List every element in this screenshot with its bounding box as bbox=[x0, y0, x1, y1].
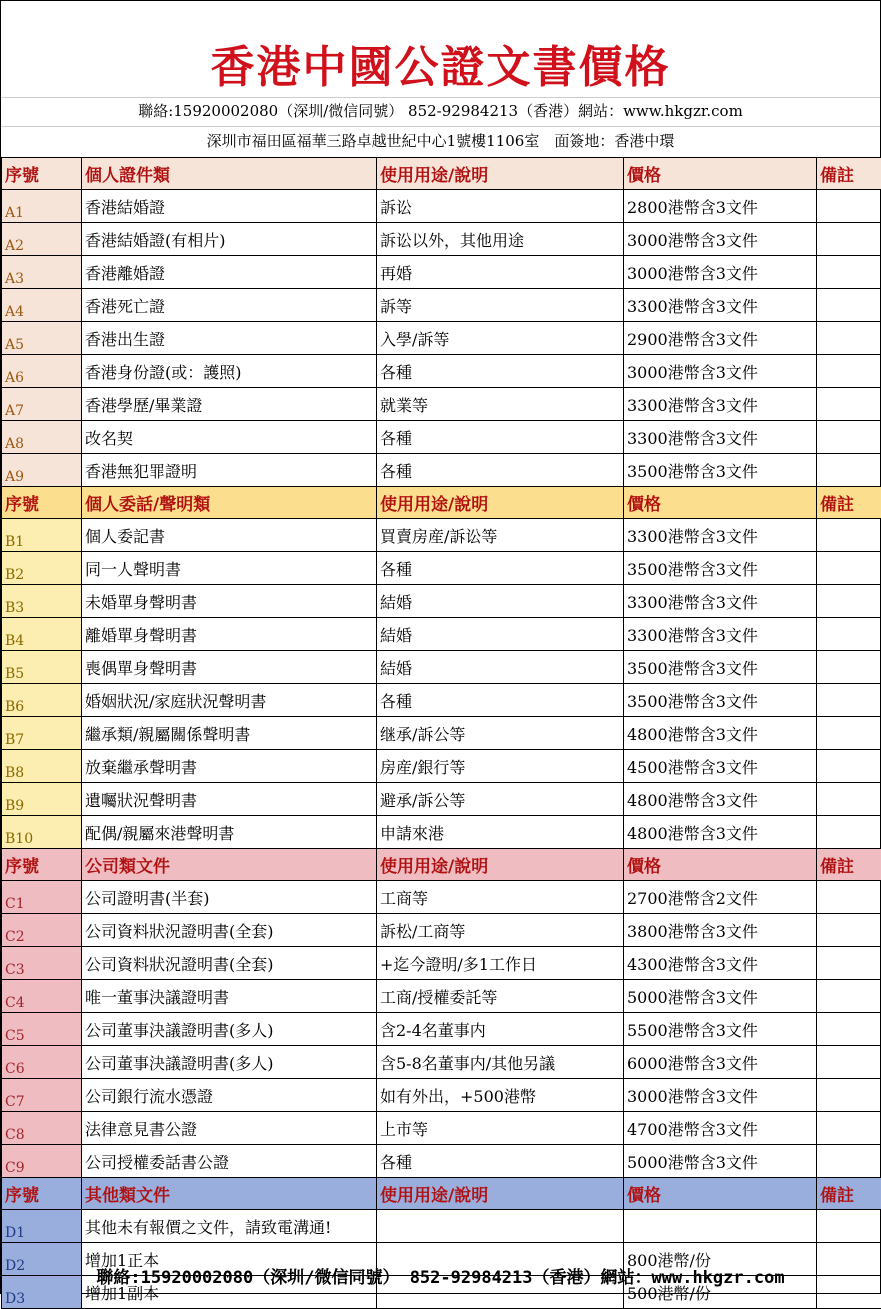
footer-contact: 聯絡:15920002080（深圳/微信同號） 852-92984213（香港）網站：www.hkgzr.com bbox=[1, 1263, 880, 1293]
cell-code: C6 bbox=[2, 1046, 82, 1079]
header-cell-price: 價格 bbox=[624, 487, 817, 519]
table-row bbox=[2, 388, 881, 421]
table-row bbox=[2, 289, 881, 322]
table-row bbox=[2, 717, 881, 750]
cell-name: 遺囑狀況聲明書 bbox=[82, 783, 377, 816]
cell-note bbox=[817, 454, 881, 487]
cell-code: D3 bbox=[2, 1276, 82, 1309]
table-row bbox=[2, 322, 881, 355]
cell-price: 3000港幣含3文件 bbox=[624, 223, 817, 256]
cell-name: 改名契 bbox=[82, 421, 377, 454]
cell-note bbox=[817, 585, 881, 618]
cell-code: A7 bbox=[2, 388, 82, 421]
cell-note bbox=[817, 750, 881, 783]
cell-use: 訴讼 bbox=[377, 190, 624, 223]
header-cell-code: 序號 bbox=[2, 158, 82, 190]
cell-name: 香港出生證 bbox=[82, 322, 377, 355]
cell-note bbox=[817, 223, 881, 256]
cell-note bbox=[817, 1145, 881, 1178]
cell-name: 離婚單身聲明書 bbox=[82, 618, 377, 651]
cell-price: 4300港幣含3文件 bbox=[624, 947, 817, 980]
cell-price: 4800港幣含3文件 bbox=[624, 816, 817, 849]
cell-use: 再婚 bbox=[377, 256, 624, 289]
table-row bbox=[2, 783, 881, 816]
cell-use: +迄今證明/多1工作日 bbox=[377, 947, 624, 980]
cell-name: 繼承類/親屬關係聲明書 bbox=[82, 717, 377, 750]
cell-note bbox=[817, 914, 881, 947]
table-row bbox=[2, 914, 881, 947]
header-cell-name: 個人委話/聲明類 bbox=[82, 487, 377, 519]
header-cell-price: 價格 bbox=[624, 849, 817, 881]
cell-price: 3000港幣含3文件 bbox=[624, 355, 817, 388]
cell-price: 3000港幣含3文件 bbox=[624, 256, 817, 289]
cell-note bbox=[817, 947, 881, 980]
cell-name: 香港學歷/畢業證 bbox=[82, 388, 377, 421]
cell-use: 各種 bbox=[377, 552, 624, 585]
cell-name: 香港結婚證(有相片) bbox=[82, 223, 377, 256]
cell-code: A3 bbox=[2, 256, 82, 289]
table-row bbox=[2, 881, 881, 914]
header-cell-name: 其他類文件 bbox=[82, 1178, 377, 1210]
header-cell-use: 使用用途/說明 bbox=[377, 849, 624, 881]
cell-code: A6 bbox=[2, 355, 82, 388]
cell-code: A9 bbox=[2, 454, 82, 487]
cell-note bbox=[817, 783, 881, 816]
cell-use: 結婚 bbox=[377, 618, 624, 651]
cell-use: 各種 bbox=[377, 355, 624, 388]
cell-use: 買賣房産/訴讼等 bbox=[377, 519, 624, 552]
cell-name: 個人委記書 bbox=[82, 519, 377, 552]
cell-code: B1 bbox=[2, 519, 82, 552]
cell-note bbox=[817, 684, 881, 717]
cell-price: 3300港幣含3文件 bbox=[624, 585, 817, 618]
header-cell-price: 價格 bbox=[624, 1178, 817, 1210]
table-row bbox=[2, 519, 881, 552]
header-cell-note: 備註 bbox=[817, 487, 881, 519]
cell-name: 配偶/親屬來港聲明書 bbox=[82, 816, 377, 849]
cell-name: 其他未有報價之文件，請致電溝通! bbox=[82, 1210, 377, 1243]
cell-note bbox=[817, 1112, 881, 1145]
cell-code: C2 bbox=[2, 914, 82, 947]
cell-note bbox=[817, 421, 881, 454]
header-cell-note: 備註 bbox=[817, 1178, 881, 1210]
table-row bbox=[2, 684, 881, 717]
cell-use: 含2-4名董事内 bbox=[377, 1013, 624, 1046]
cell-code: B2 bbox=[2, 552, 82, 585]
cell-name: 香港結婚證 bbox=[82, 190, 377, 223]
cell-code: B4 bbox=[2, 618, 82, 651]
cell-code: C3 bbox=[2, 947, 82, 980]
cell-name: 公司董事決議證明書(多人) bbox=[82, 1013, 377, 1046]
cell-use: 訴讼以外，其他用途 bbox=[377, 223, 624, 256]
cell-name: 增加1副本 bbox=[82, 1276, 377, 1309]
cell-name: 法律意見書公證 bbox=[82, 1112, 377, 1145]
cell-code: C8 bbox=[2, 1112, 82, 1145]
cell-note bbox=[817, 256, 881, 289]
cell-code: C1 bbox=[2, 881, 82, 914]
cell-price: 3500港幣含3文件 bbox=[624, 552, 817, 585]
cell-name: 唯一董事決議證明書 bbox=[82, 980, 377, 1013]
cell-price: 6000港幣含3文件 bbox=[624, 1046, 817, 1079]
cell-price: 3800港幣含3文件 bbox=[624, 914, 817, 947]
cell-price: 3300港幣含3文件 bbox=[624, 388, 817, 421]
table-row bbox=[2, 750, 881, 783]
cell-name: 公司資料狀況證明書(全套) bbox=[82, 914, 377, 947]
table-row bbox=[2, 256, 881, 289]
cell-price: 4700港幣含3文件 bbox=[624, 1112, 817, 1145]
cell-code: C9 bbox=[2, 1145, 82, 1178]
table-row bbox=[2, 223, 881, 256]
table-row bbox=[2, 552, 881, 585]
table-row bbox=[2, 190, 881, 223]
header-cell-use: 使用用途/說明 bbox=[377, 487, 624, 519]
cell-name: 公司銀行流水憑證 bbox=[82, 1079, 377, 1112]
cell-price bbox=[624, 1210, 817, 1243]
cell-price: 5000港幣含3文件 bbox=[624, 980, 817, 1013]
table-row bbox=[2, 421, 881, 454]
cell-use: 結婚 bbox=[377, 585, 624, 618]
cell-code: C7 bbox=[2, 1079, 82, 1112]
cell-note bbox=[817, 289, 881, 322]
header-cell-code: 序號 bbox=[2, 487, 82, 519]
cell-code: D2 bbox=[2, 1243, 82, 1276]
cell-note bbox=[817, 717, 881, 750]
cell-note bbox=[817, 651, 881, 684]
header-cell-name: 個人證件類 bbox=[82, 158, 377, 190]
cell-price: 800港幣/份 bbox=[624, 1243, 817, 1276]
cell-price: 5000港幣含3文件 bbox=[624, 1145, 817, 1178]
cell-name: 喪偶單身聲明書 bbox=[82, 651, 377, 684]
cell-code: B3 bbox=[2, 585, 82, 618]
section-header-a bbox=[2, 158, 881, 190]
cell-use: 各種 bbox=[377, 454, 624, 487]
table-row bbox=[2, 1013, 881, 1046]
contact-line: 聯絡:15920002080（深圳/微信同號） 852-92984213（香港）網站：www.hkgzr.com bbox=[1, 97, 880, 126]
table-row bbox=[2, 1079, 881, 1112]
cell-use: 訴松/工商等 bbox=[377, 914, 624, 947]
cell-price: 3000港幣含3文件 bbox=[624, 1079, 817, 1112]
cell-name: 同一人聲明書 bbox=[82, 552, 377, 585]
cell-name: 香港無犯罪證明 bbox=[82, 454, 377, 487]
cell-note bbox=[817, 1013, 881, 1046]
cell-use: 房産/銀行等 bbox=[377, 750, 624, 783]
cell-name: 公司授權委話書公證 bbox=[82, 1145, 377, 1178]
cell-name: 香港死亡證 bbox=[82, 289, 377, 322]
cell-price: 3500港幣含3文件 bbox=[624, 454, 817, 487]
cell-code: A2 bbox=[2, 223, 82, 256]
header-cell-code: 序號 bbox=[2, 849, 82, 881]
cell-code: B10 bbox=[2, 816, 82, 849]
cell-use: 如有外出，+500港幣 bbox=[377, 1079, 624, 1112]
cell-use: 就業等 bbox=[377, 388, 624, 421]
cell-use: 继承/訴公等 bbox=[377, 717, 624, 750]
address-line: 深圳市福田區福華三路卓越世紀中心1號樓1106室 面簽地：香港中環 bbox=[1, 126, 880, 157]
page-title: 香港中國公證文書價格 bbox=[1, 1, 880, 97]
cell-use: 入學/訴等 bbox=[377, 322, 624, 355]
cell-name: 公司資料狀況證明書(全套) bbox=[82, 947, 377, 980]
cell-price: 4800港幣含3文件 bbox=[624, 717, 817, 750]
cell-code: C5 bbox=[2, 1013, 82, 1046]
cell-code: B6 bbox=[2, 684, 82, 717]
table-row bbox=[2, 1112, 881, 1145]
cell-code: B7 bbox=[2, 717, 82, 750]
cell-note bbox=[817, 355, 881, 388]
cell-price: 3500港幣含3文件 bbox=[624, 651, 817, 684]
cell-code: A5 bbox=[2, 322, 82, 355]
cell-note bbox=[817, 552, 881, 585]
header-cell-note: 備註 bbox=[817, 158, 881, 190]
table-row bbox=[2, 585, 881, 618]
cell-use: 訴等 bbox=[377, 289, 624, 322]
cell-note bbox=[817, 816, 881, 849]
cell-name: 公司董事決議證明書(多人) bbox=[82, 1046, 377, 1079]
cell-note bbox=[817, 1079, 881, 1112]
cell-name: 香港離婚證 bbox=[82, 256, 377, 289]
cell-note bbox=[817, 1046, 881, 1079]
cell-use: 各種 bbox=[377, 684, 624, 717]
table-row bbox=[2, 1145, 881, 1178]
cell-price: 4800港幣含3文件 bbox=[624, 783, 817, 816]
table-row bbox=[2, 947, 881, 980]
cell-price: 3500港幣含3文件 bbox=[624, 684, 817, 717]
table-row bbox=[2, 618, 881, 651]
cell-use: 避承/訴公等 bbox=[377, 783, 624, 816]
cell-note bbox=[817, 618, 881, 651]
cell-price: 3300港幣含3文件 bbox=[624, 421, 817, 454]
cell-name: 放棄繼承聲明書 bbox=[82, 750, 377, 783]
cell-note bbox=[817, 519, 881, 552]
cell-use: 各種 bbox=[377, 421, 624, 454]
header-cell-use: 使用用途/說明 bbox=[377, 158, 624, 190]
price-table bbox=[1, 157, 881, 1309]
header-cell-name: 公司類文件 bbox=[82, 849, 377, 881]
cell-code: A8 bbox=[2, 421, 82, 454]
cell-note bbox=[817, 190, 881, 223]
cell-code: D1 bbox=[2, 1210, 82, 1243]
cell-name: 未婚單身聲明書 bbox=[82, 585, 377, 618]
header-cell-use: 使用用途/說明 bbox=[377, 1178, 624, 1210]
cell-use: 結婚 bbox=[377, 651, 624, 684]
cell-use: 工商/授權委託等 bbox=[377, 980, 624, 1013]
cell-price: 5500港幣含3文件 bbox=[624, 1013, 817, 1046]
table-row bbox=[2, 651, 881, 684]
table-row bbox=[2, 816, 881, 849]
cell-note bbox=[817, 881, 881, 914]
header-cell-price: 價格 bbox=[624, 158, 817, 190]
cell-price: 3300港幣含3文件 bbox=[624, 289, 817, 322]
cell-use: 各種 bbox=[377, 1145, 624, 1178]
cell-code: B8 bbox=[2, 750, 82, 783]
cell-code: B9 bbox=[2, 783, 82, 816]
cell-use: 上市等 bbox=[377, 1112, 624, 1145]
cell-price: 2700港幣含2文件 bbox=[624, 881, 817, 914]
cell-price: 2800港幣含3文件 bbox=[624, 190, 817, 223]
section-header-b bbox=[2, 487, 881, 519]
table-row bbox=[2, 980, 881, 1013]
table-row bbox=[2, 1210, 881, 1243]
cell-note bbox=[817, 388, 881, 421]
cell-note bbox=[817, 322, 881, 355]
cell-name: 婚姻狀況/家庭狀況聲明書 bbox=[82, 684, 377, 717]
cell-use bbox=[377, 1210, 624, 1243]
header-cell-note: 備註 bbox=[817, 849, 881, 881]
cell-name: 香港身份證(或：護照) bbox=[82, 355, 377, 388]
cell-price: 3300港幣含3文件 bbox=[624, 519, 817, 552]
cell-note bbox=[817, 980, 881, 1013]
cell-name: 增加1正本 bbox=[82, 1243, 377, 1276]
cell-price: 4500港幣含3文件 bbox=[624, 750, 817, 783]
header-cell-code: 序號 bbox=[2, 1178, 82, 1210]
cell-code: C4 bbox=[2, 980, 82, 1013]
cell-code: B5 bbox=[2, 651, 82, 684]
cell-use: 含5-8名董事内/其他另議 bbox=[377, 1046, 624, 1079]
table-row bbox=[2, 454, 881, 487]
cell-note bbox=[817, 1210, 881, 1243]
cell-code: A4 bbox=[2, 289, 82, 322]
cell-use: 申請來港 bbox=[377, 816, 624, 849]
cell-code: A1 bbox=[2, 190, 82, 223]
cell-price: 2900港幣含3文件 bbox=[624, 322, 817, 355]
cell-name: 公司證明書(半套) bbox=[82, 881, 377, 914]
cell-price: 500港幣/份 bbox=[624, 1276, 817, 1309]
section-header-c bbox=[2, 849, 881, 881]
table-row bbox=[2, 1046, 881, 1079]
cell-price: 3300港幣含3文件 bbox=[624, 618, 817, 651]
section-header-d bbox=[2, 1178, 881, 1210]
cell-use: 工商等 bbox=[377, 881, 624, 914]
table-row bbox=[2, 355, 881, 388]
